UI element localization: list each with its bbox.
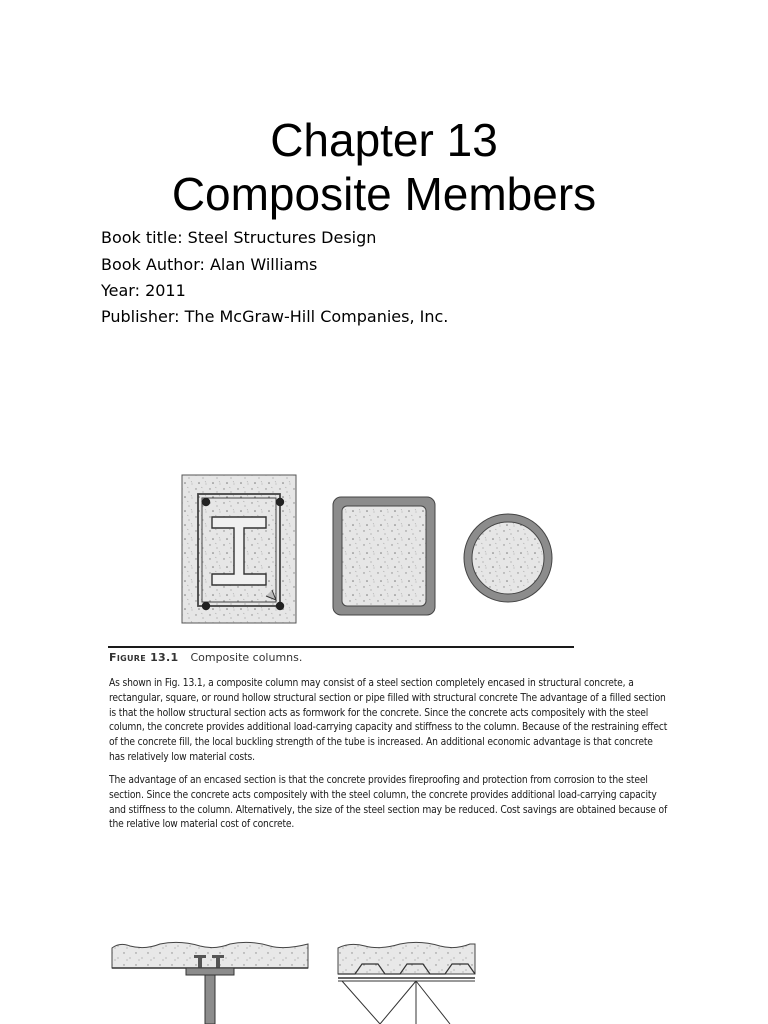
figure-caption-text: Composite columns.: [190, 651, 303, 664]
figure-rule: [108, 646, 574, 648]
chapter-number: Chapter 13: [270, 114, 498, 166]
figure-caption: [109, 651, 302, 664]
slab-on-metal-deck-joist-diagram: [338, 942, 475, 1024]
encased-section-diagram: [182, 475, 296, 623]
book-title: Book title: Steel Structures Design: [101, 228, 377, 247]
composite-beam-figure: [110, 938, 510, 1024]
composite-columns-figure: [180, 472, 580, 632]
paragraph: As shown in Fig. 13.1, a composite column may consist of a steel section completely encased in structural concrete, a rectangular, square, or round hollow structural section or pipe filled with structural concrete The advantage of a filled section is that the hollow structural section acts as formwork for the concrete. Since the concrete acts compositely with the steel column, the concrete provides additional load-carrying capacity and stiffness to the column. Because of the restraining effect of the concrete fill, the local buckling strength of the tube is increased. An additional economic advantage is that concrete has relatively low material costs.: [109, 678, 668, 763]
book-author: Book Author: Alan Williams: [101, 255, 318, 274]
publisher: Publisher: The McGraw-Hill Companies, Inc.: [101, 307, 449, 326]
paragraph: The advantage of an encased section is that the concrete provides fireproofing and protection from corrosion to the steel section. Since the concrete acts compositely with the steel column, the concrete provides additional load-carrying capacity and stiffness to the column. Alternatively, the size of the steel section may be reduced. Cost savings are obtained because of the relative low material cost of concrete.: [109, 775, 668, 831]
chapter-title: Composite Members: [171, 168, 597, 220]
figure-label: Figure 13.1: [109, 651, 179, 664]
slab-on-steel-beam-diagram: [112, 942, 308, 1024]
year: Year: 2011: [101, 281, 186, 300]
filled-circular-section-diagram: [464, 514, 552, 602]
filled-rectangular-section-diagram: [333, 497, 435, 615]
